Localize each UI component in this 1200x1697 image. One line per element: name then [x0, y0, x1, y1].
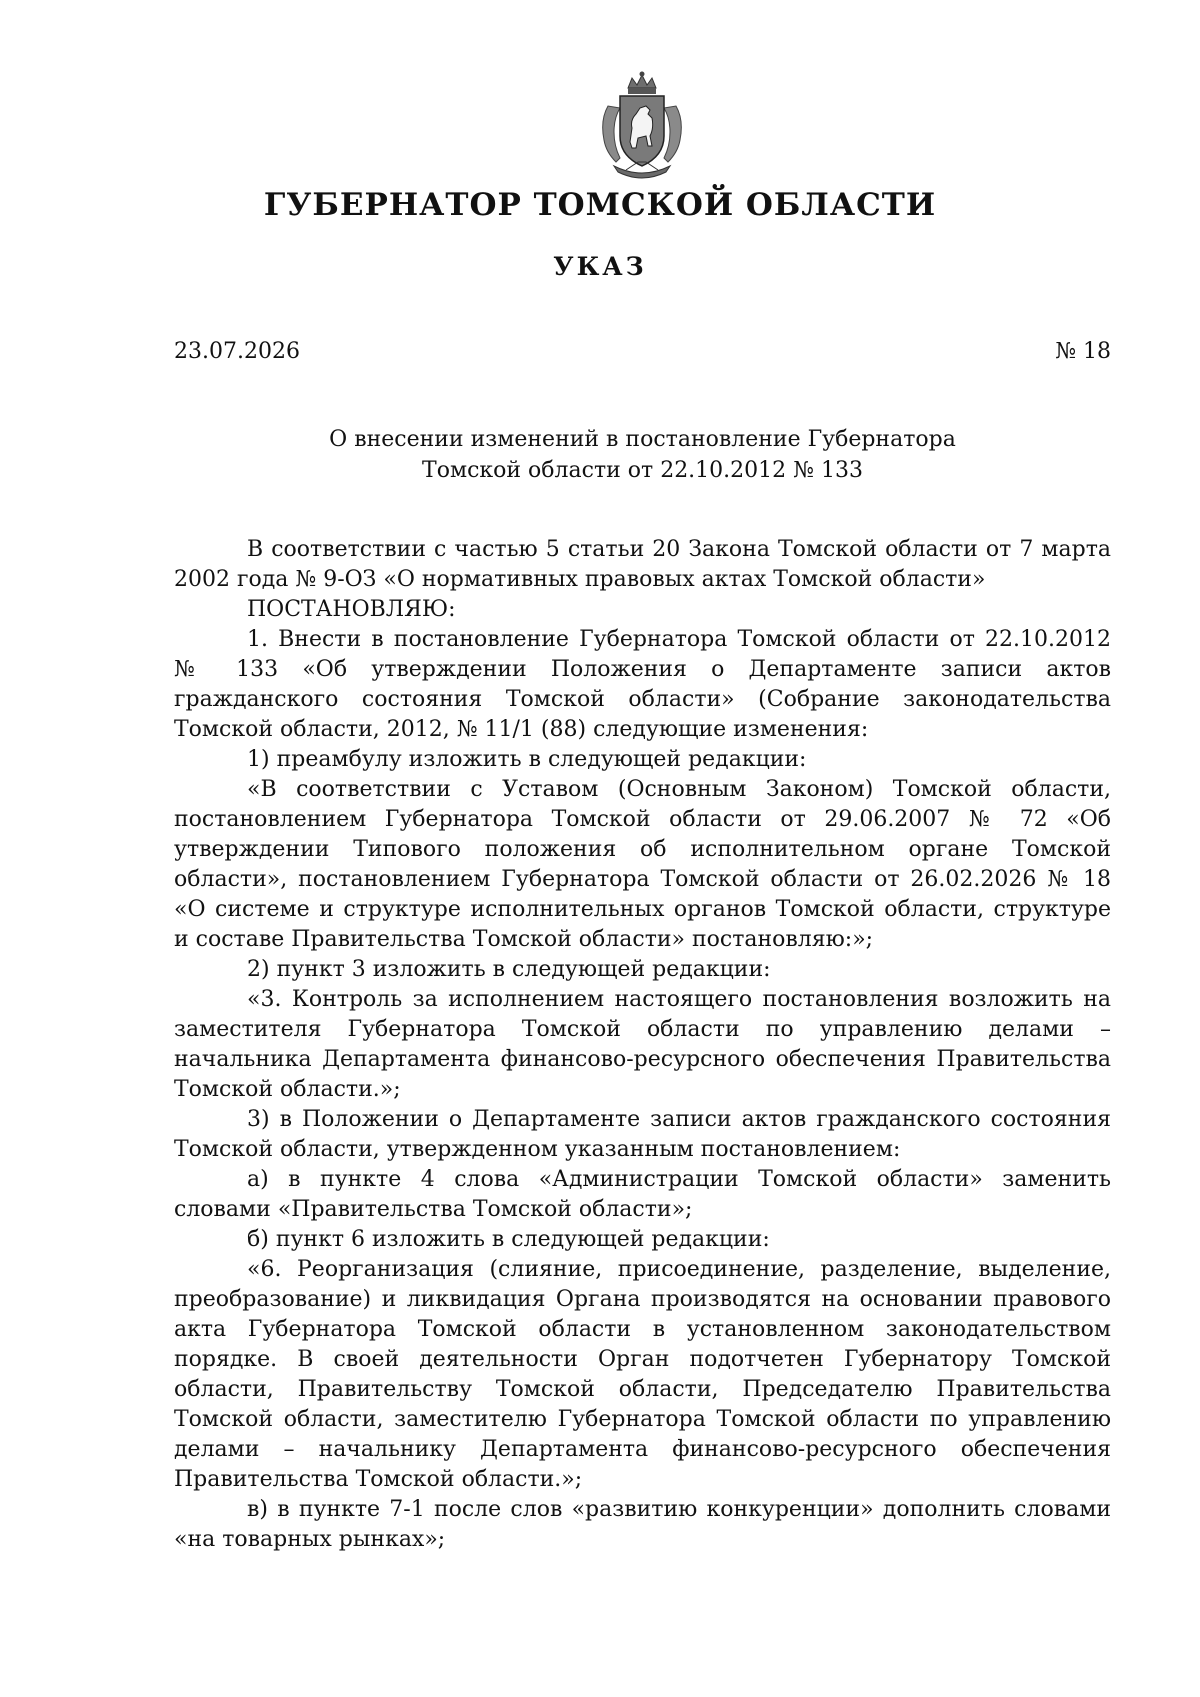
paragraph-subitem-v: в) в пункте 7-1 после слов «развитию конкуренции» дополнить словами «на товарных рынках»; [174, 1497, 1111, 1552]
paragraph-subitem-b: б) пункт 6 изложить в следующей редакции: [247, 1227, 770, 1252]
paragraph-quote-item-6: «6. Реорганизация (слияние, присоединение, разделение, выделение, преобразование) и ликвидация Органа производятся на основании правового акта Губернатора Томской области в установленном законодательством порядке. В своей деятельности Орган подотчетен Губернатору Томской области, Правительству Томской области, Председателю Правительства Томской области, заместителю Губернатора Томской области по управлению делами – начальнику Департамента финансово-ресурсного обеспечения Правительства Томской области.»; [174, 1257, 1111, 1492]
issuing-authority: ГУБЕРНАТОР ТОМСКОЙ ОБЛАСТИ [263, 187, 937, 223]
paragraph-subitem-2: 2) пункт 3 изложить в следующей редакции: [247, 957, 771, 982]
title-line-1: О внесении изменений в постановление Губернатора [329, 427, 956, 452]
paragraph-subitem-a: а) в пункте 4 слова «Администрации Томской области» заменить словами «Правительства Томской области»; [174, 1167, 1111, 1222]
paragraph-preamble: В соответствии с частью 5 статьи 20 Закона Томской области от 7 марта 2002 года № 9-ОЗ «О нормативных правовых актах Томской области» [174, 537, 1111, 592]
paragraph-item-1: 1. Внести в постановление Губернатора Томской области от 22.10.2012 № 133 «Об утверждении Положения о Департаменте записи актов гражданского состояния Томской области» (Собрание законодательства Томской области, 2012, № 11/1 (88) следующие изменения: [174, 627, 1111, 742]
coat-of-arms-icon [586, 70, 698, 182]
paragraph-resolve: ПОСТАНОВЛЯЮ: [247, 597, 456, 622]
paragraph-subitem-1: 1) преамбулу изложить в следующей редакции: [247, 747, 807, 772]
title-line-2: Томской области от 22.10.2012 № 133 [422, 458, 863, 483]
document-type: УКАЗ [553, 252, 647, 281]
document-number: № 18 [1055, 339, 1111, 364]
paragraph-subitem-3: 3) в Положении о Департаменте записи актов гражданского состояния Томской области, утвержденном указанным постановлением: [174, 1107, 1111, 1162]
paragraph-quote-preamble: «В соответствии с Уставом (Основным Законом) Томской области, постановлением Губернатора Томской области от 29.06.2007 № 72 «Об утверждении Типового положения об исполнительном органе Томской области», постановлением Губернатора Томской области от 26.02.2026 № 18 «О системе и структуре исполнительных органов Томской области, структуре и составе Правительства Томской области» постановляю:»; [174, 777, 1111, 952]
document-title [174, 424, 1111, 486]
document-body [174, 535, 1111, 1555]
document-date: 23.07.2026 [174, 339, 300, 364]
paragraph-quote-item-3: «3. Контроль за исполнением настоящего постановления возложить на заместителя Губернатора Томской области по управлению делами – начальника Департамента финансово-ресурсного обеспечения Правительства Томской области.»; [174, 987, 1111, 1102]
